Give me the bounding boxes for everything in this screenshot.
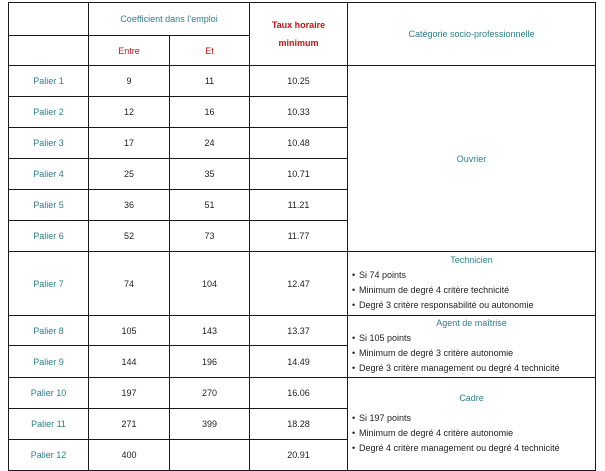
table-row [9, 252, 596, 316]
list-item: • Minimum de degré 3 critère autonomie [352, 346, 591, 361]
category-ouvrier: Ouvrier [348, 66, 596, 252]
palier-cell: Palier 10 [9, 378, 89, 409]
criteria-list [352, 411, 591, 456]
et-cell [170, 440, 250, 471]
header-row-1 [9, 3, 596, 36]
et-cell: 73 [170, 221, 250, 252]
category-title: Technicien [450, 254, 493, 265]
list-item: • Si 105 points [352, 331, 591, 346]
list-item: • Minimum de degré 4 critère autonomie [352, 426, 591, 441]
taux-cell: 14.49 [250, 346, 348, 378]
taux-cell: 18.28 [250, 409, 348, 440]
taux-cell: 20.91 [250, 440, 348, 471]
palier-cell: Palier 6 [9, 221, 89, 252]
et-cell: 11 [170, 66, 250, 97]
taux-cell: 11.77 [250, 221, 348, 252]
criteria-list [352, 268, 591, 313]
taux-cell: 12.47 [250, 252, 348, 316]
et-cell: 51 [170, 190, 250, 221]
entre-cell: 197 [89, 378, 170, 409]
entre-cell: 52 [89, 221, 170, 252]
taux-cell: 10.48 [250, 128, 348, 159]
entre-cell: 400 [89, 440, 170, 471]
palier-cell: Palier 2 [9, 97, 89, 128]
entre-cell: 36 [89, 190, 170, 221]
table-row [9, 378, 596, 409]
list-item: • Si 197 points [352, 411, 591, 426]
entre-cell: 271 [89, 409, 170, 440]
salary-grid-table [8, 2, 596, 471]
palier-cell: Palier 1 [9, 66, 89, 97]
palier-cell: Palier 3 [9, 128, 89, 159]
category-cadre [348, 378, 596, 471]
taux-cell: 16.06 [250, 378, 348, 409]
empty-header-cell [9, 36, 89, 66]
entre-cell: 12 [89, 97, 170, 128]
et-cell: 35 [170, 159, 250, 190]
et-cell: 16 [170, 97, 250, 128]
table-row [9, 316, 596, 346]
palier-cell: Palier 12 [9, 440, 89, 471]
taux-cell: 10.71 [250, 159, 348, 190]
list-item: • Si 74 points [352, 268, 591, 283]
entre-cell: 144 [89, 346, 170, 378]
list-item: • Degré 3 critère management ou degré 4 technicité [352, 361, 591, 376]
entre-cell: 9 [89, 66, 170, 97]
palier-cell: Palier 9 [9, 346, 89, 378]
categorie-header: Catégorie socio-professionnelle [348, 3, 596, 66]
et-cell: 196 [170, 346, 250, 378]
taux-cell: 10.25 [250, 66, 348, 97]
et-cell: 270 [170, 378, 250, 409]
entre-header: Entre [89, 36, 170, 66]
taux-cell: 10.33 [250, 97, 348, 128]
taux-header [250, 3, 348, 66]
taux-header-line1: Taux horaire [271, 20, 326, 30]
palier-cell: Palier 11 [9, 409, 89, 440]
et-header: Et [170, 36, 250, 66]
taux-header-line2: minimum [278, 38, 319, 48]
et-cell: 104 [170, 252, 250, 316]
table-row [9, 66, 596, 97]
et-cell: 399 [170, 409, 250, 440]
coefficient-header: Coefficient dans l’emploi [89, 3, 250, 36]
list-item: • Minimum de degré 4 critère technicité [352, 283, 591, 298]
entre-cell: 17 [89, 128, 170, 159]
taux-cell: 11.21 [250, 190, 348, 221]
palier-cell: Palier 8 [9, 316, 89, 346]
palier-cell: Palier 4 [9, 159, 89, 190]
category-agent-maitrise [348, 316, 596, 378]
list-item: • Degré 4 critère management ou degré 4 technicité [352, 441, 591, 456]
palier-cell: Palier 7 [9, 252, 89, 316]
palier-cell: Palier 5 [9, 190, 89, 221]
list-item: • Degré 3 critère responsabilité ou autonomie [352, 298, 591, 313]
entre-cell: 74 [89, 252, 170, 316]
et-cell: 143 [170, 316, 250, 346]
taux-cell: 13.37 [250, 316, 348, 346]
entre-cell: 105 [89, 316, 170, 346]
category-title: Cadre [459, 392, 484, 403]
criteria-list [352, 331, 591, 376]
entre-cell: 25 [89, 159, 170, 190]
category-technicien [348, 252, 596, 316]
et-cell: 24 [170, 128, 250, 159]
category-title: Agent de maîtrise [436, 317, 507, 328]
empty-corner-cell [9, 3, 89, 36]
